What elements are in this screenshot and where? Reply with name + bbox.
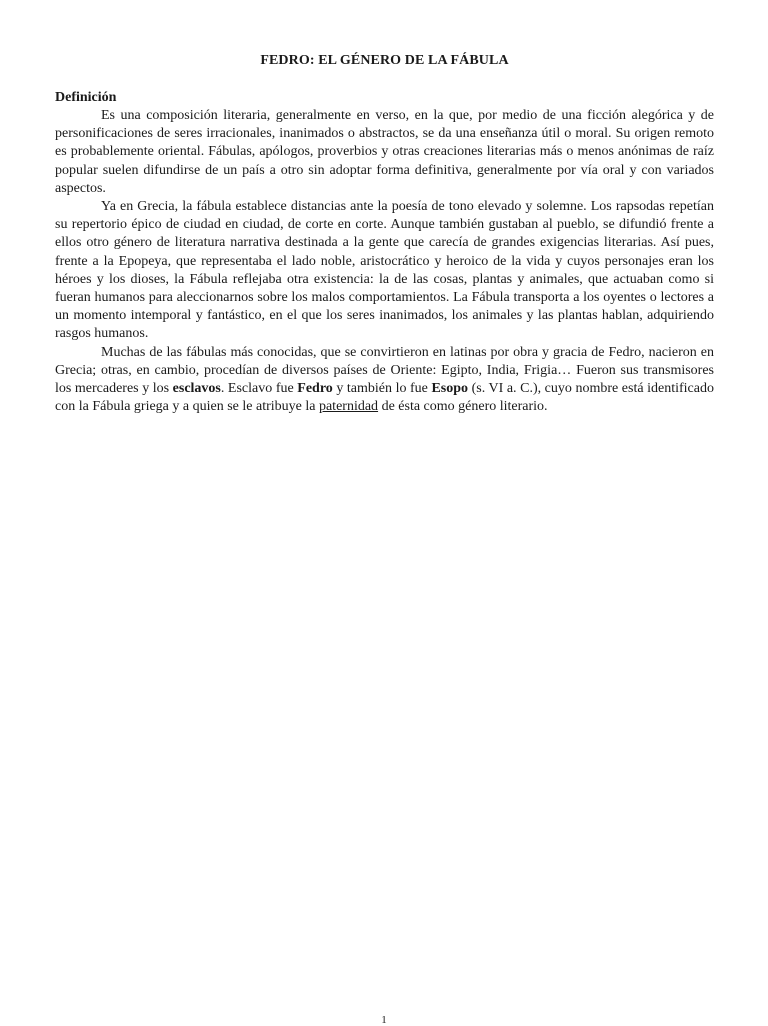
paragraph-2: Ya en Grecia, la fábula establece distancias ante la poesía de tono elevado y solemne. Los rapsodas repetían su repertorio épico de ciudad en ciudad, de corte en corte. Aunque también gustaban al pueblo, se difundió frente a ellos otro género de literatura narrativa destinada a la gente que carecía de grandes exigencias literarias. Así pues, frente a la Epopeya, que representaba el lado noble, aristocrático y heroico de la vida y cuyos personajes eran los héroes y los dioses, la Fábula reflejaba otra existencia: la de las cosas, plantas y animales, que actuaban como si fueran humanos para aleccionarnos sobre los malos comportamientos. La Fábula transporta a los oyentes o lectores a un momento intemporal y fantástico, en el que los seres inanimados, los animales y las plantas hablan, adquiriendo rasgos humanos. bbox=[55, 199, 714, 342]
emphasis-fedro: Fedro bbox=[297, 381, 333, 397]
emphasis-esopo: Esopo bbox=[431, 381, 469, 397]
paragraph-3-text-5: de ésta como género literario. bbox=[378, 399, 548, 415]
page-number: 1 bbox=[381, 1014, 387, 1026]
section-heading-definicion: Definición bbox=[55, 90, 117, 105]
emphasis-esclavos: esclavos bbox=[172, 381, 221, 397]
document-body bbox=[55, 53, 714, 416]
underlined-paternidad: paternidad bbox=[318, 399, 379, 415]
document-title: FEDRO: EL GÉNERO DE LA FÁBULA bbox=[260, 53, 509, 68]
paragraph-1: Es una composición literaria, generalmente en verso, en la que, por medio de una ficción alegórica y de personificaciones de seres irracionales, inanimados o abstractos, se da una enseñanza útil o moral. Su origen remoto es probablemente oriental. Fábulas, apólogos, proverbios y otras creaciones literarias más o menos anónimas de raíz popular suelen difundirse de un país a otro sin adoptar forma definitiva, generalmente por vía oral y con variados aspectos. bbox=[55, 108, 714, 196]
paragraph-3-text-4: (s. VI a. C.), cuyo nombre está identificado con la Fábula griega y a quien se le atribuye la bbox=[55, 381, 714, 415]
paragraph-3-text-2: . Esclavo fue bbox=[220, 381, 298, 397]
paragraph-3 bbox=[55, 344, 714, 417]
paragraph-3-text-1: Muchas de las fábulas más conocidas, que se convirtieron en latinas por obra y gracia de Fedro, nacieron en Grecia; otras, en cambio, procedían de diversos países de Oriente: Egipto, India, Frigia… Fueron sus transmisores los mercaderes y los bbox=[55, 344, 714, 397]
paragraph-3-text-3: y también lo fue bbox=[332, 381, 432, 397]
